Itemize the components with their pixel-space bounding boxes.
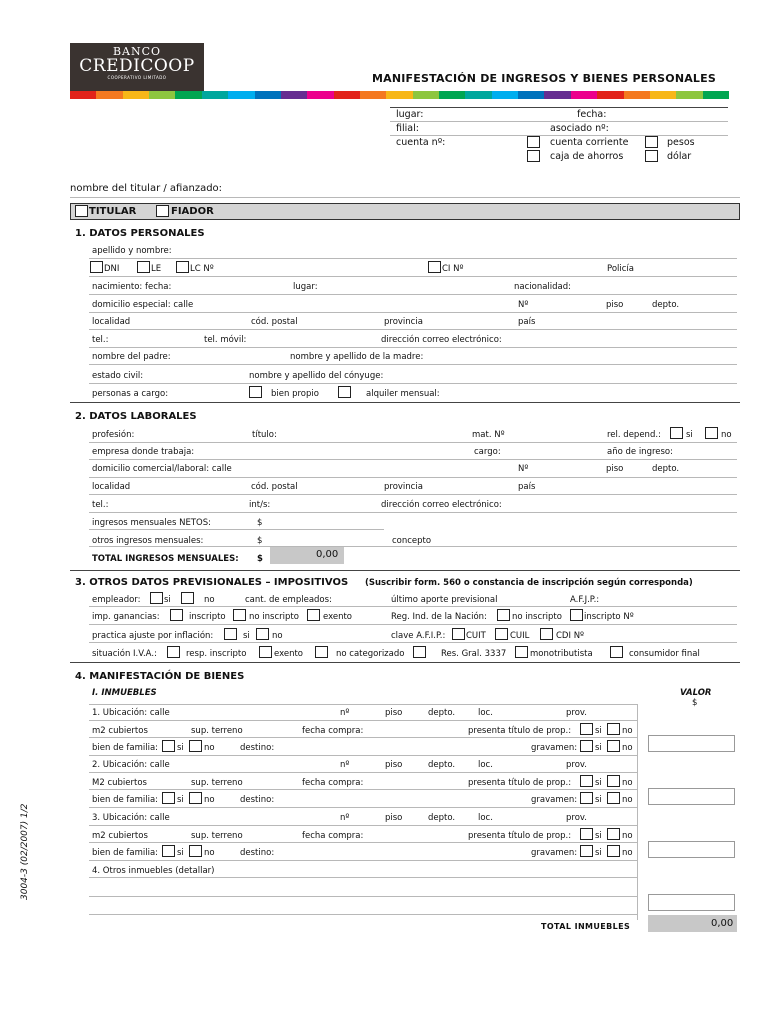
interno-label: int/s: <box>249 500 271 510</box>
cp-label: cód. postal <box>251 482 298 492</box>
gravamen-si-checkbox[interactable] <box>580 792 593 804</box>
depto-label: depto. <box>652 464 680 474</box>
stripe-segment <box>149 91 175 99</box>
divider <box>89 512 737 513</box>
divider <box>89 755 637 756</box>
prov-label: prov. <box>566 813 587 823</box>
valor-inmueble-3-input[interactable] <box>648 841 735 858</box>
fiador-label: FIADOR <box>171 206 214 217</box>
gravamen-label: gravamen: <box>531 795 578 805</box>
cant-empleados-label: cant. de empleados: <box>245 595 332 605</box>
bien-familia-label: bien de familia: <box>92 795 159 805</box>
iva-resp-label: resp. inscripto <box>186 649 247 659</box>
consumidor-final-label: consumidor final <box>629 649 700 659</box>
no-categorizado-label: no categorizado <box>336 649 405 659</box>
destino-label: destino: <box>240 795 275 805</box>
total-inmuebles-label: TOTAL INMUEBLES <box>541 922 631 931</box>
loc-label: loc. <box>478 760 493 770</box>
gravamen-si-checkbox[interactable] <box>580 845 593 857</box>
reg-ind-label: Reg. Ind. de la Nación: <box>391 612 487 622</box>
netos-currency: $ <box>257 518 263 528</box>
logo-line2: CREDICOOP <box>79 56 195 76</box>
cuil-checkbox[interactable] <box>495 628 508 640</box>
piso-label: piso <box>385 708 403 718</box>
gravamen-label: gravamen: <box>531 848 578 858</box>
titulo-si-label: si <box>595 831 602 841</box>
familia-no-checkbox[interactable] <box>189 792 202 804</box>
numero-label: Nº <box>518 300 529 310</box>
presenta-titulo-label: presenta título de prop.: <box>468 726 572 736</box>
valor-inmueble-2-input[interactable] <box>648 788 735 805</box>
fecha-compra-label: fecha compra: <box>302 726 364 736</box>
personas-cargo-label: personas a cargo: <box>92 389 169 399</box>
provincia-label: provincia <box>384 482 423 492</box>
empleador-label: empleador: <box>92 595 141 605</box>
gravamen-no-checkbox[interactable] <box>607 845 620 857</box>
section-2-title: 2. DATOS LABORALES <box>75 411 197 422</box>
apellido-label: apellido y nombre: <box>92 246 172 256</box>
profesion-label: profesión: <box>92 430 135 440</box>
stripe-segment <box>228 91 254 99</box>
caja-ahorros-checkbox[interactable] <box>527 150 540 162</box>
email-label: dirección correo electrónico: <box>381 500 502 510</box>
reg-no-inscripto-label: no inscripto <box>512 612 562 622</box>
stripe-segment <box>439 91 465 99</box>
familia-si-label: si <box>177 848 184 858</box>
sup-terreno-label: sup. terreno <box>191 726 243 736</box>
cargo-label: cargo: <box>474 447 501 457</box>
iva-exento-label: exento <box>274 649 303 659</box>
padre-label: nombre del padre: <box>92 352 171 362</box>
stripe-segment <box>175 91 201 99</box>
divider <box>89 329 737 330</box>
reg-no-inscripto-checkbox[interactable] <box>497 609 510 621</box>
stripe-segment <box>518 91 544 99</box>
presenta-titulo-label: presenta título de prop.: <box>468 778 572 788</box>
divider <box>89 642 737 643</box>
cuit-checkbox[interactable] <box>452 628 465 640</box>
ajuste-si-label: si <box>243 631 250 641</box>
divider <box>89 294 737 295</box>
stripe-segment <box>360 91 386 99</box>
pesos-checkbox[interactable] <box>645 136 658 148</box>
domicilio-label: domicilio especial: calle <box>92 300 194 310</box>
section-4-title: 4. MANIFESTACIÓN DE BIENES <box>75 671 245 682</box>
stripe-segment <box>70 91 96 99</box>
section-divider <box>70 570 740 571</box>
divider <box>89 312 737 313</box>
divider <box>89 737 637 738</box>
numero-label: nº <box>340 813 350 823</box>
cdi-label: CDI Nº <box>556 631 585 641</box>
divider <box>89 704 637 705</box>
dolar-checkbox[interactable] <box>645 150 658 162</box>
titular-label: TITULAR <box>89 206 137 217</box>
stripe-segment <box>413 91 439 99</box>
divider <box>89 789 637 790</box>
titular-name-label: nombre del titular / afianzado: <box>70 183 223 194</box>
loc-label: loc. <box>478 708 493 718</box>
reg-inscripto-checkbox[interactable] <box>570 609 583 621</box>
divider <box>89 807 637 808</box>
pais-label: país <box>518 317 536 327</box>
m2-cubiertos-label: M2 cubiertos <box>92 778 147 788</box>
anio-ingreso-label: año de ingreso: <box>607 447 673 457</box>
cuil-label: CUIL <box>510 631 530 641</box>
titulo-si-checkbox[interactable] <box>580 828 593 840</box>
divider <box>390 135 728 136</box>
estado-civil-label: estado civil: <box>92 371 144 381</box>
stripe-segment <box>202 91 228 99</box>
divider <box>89 914 637 915</box>
familia-si-label: si <box>177 743 184 753</box>
le-checkbox[interactable] <box>137 261 150 273</box>
familia-no-label: no <box>204 795 215 805</box>
titulo-no-checkbox[interactable] <box>607 828 620 840</box>
gravamen-no-checkbox[interactable] <box>607 792 620 804</box>
depto-label: depto. <box>652 300 680 310</box>
loc-label: loc. <box>478 813 493 823</box>
total-ingresos-value: 0,00 <box>316 549 339 560</box>
cdi-checkbox[interactable] <box>540 628 553 640</box>
gravamen-si-label: si <box>595 743 602 753</box>
valor-header: VALOR <box>680 688 712 698</box>
provincia-label: provincia <box>384 317 423 327</box>
nacionalidad-label: nacionalidad: <box>514 282 572 292</box>
clave-afip-label: clave A.F.I.P.: <box>391 631 446 641</box>
gravamen-si-label: si <box>595 795 602 805</box>
otros-inmuebles-label: 4. Otros inmuebles (detallar) <box>92 866 215 876</box>
rel-si-label: si <box>686 430 693 440</box>
domicilio-laboral-label: domicilio comercial/laboral: calle <box>92 464 232 474</box>
policia-label: Policía <box>607 264 634 274</box>
otros-currency: $ <box>257 536 263 546</box>
total-inmuebles-value: 0,00 <box>711 918 734 929</box>
fecha-compra-label: fecha compra: <box>302 831 364 841</box>
divider <box>89 860 637 861</box>
divider <box>89 896 637 897</box>
ajuste-no-checkbox[interactable] <box>256 628 269 640</box>
dni-label: DNI <box>104 264 120 274</box>
alquiler-checkbox[interactable] <box>338 386 351 398</box>
total-ingresos-label: TOTAL INGRESOS MENSUALES: <box>92 554 239 564</box>
matricula-label: mat. Nº <box>472 430 505 440</box>
divider <box>89 442 737 443</box>
divider <box>89 529 384 530</box>
monotributista-label: monotributista <box>530 649 593 659</box>
bien-propio-label: bien propio <box>271 389 319 399</box>
otros-ingresos-label: otros ingresos mensuales: <box>92 536 204 546</box>
ganancias-no-inscripto-label: no inscripto <box>249 612 299 622</box>
logo-line3: COOPERATIVO LIMITADO <box>107 74 167 80</box>
numero-label: Nº <box>518 464 529 474</box>
divider <box>89 494 737 495</box>
depto-label: depto. <box>428 708 456 718</box>
m2-cubiertos-label: m2 cubiertos <box>92 831 148 841</box>
email-label: dirección correo electrónico: <box>381 335 502 345</box>
divider <box>89 276 737 277</box>
stripe-segment <box>676 91 702 99</box>
logo-line1: BANCO <box>112 45 162 58</box>
gravamen-si-checkbox[interactable] <box>580 740 593 752</box>
fecha-label: fecha: <box>577 109 607 120</box>
stripe-segment <box>492 91 518 99</box>
nacimiento-label: nacimiento: fecha: <box>92 282 172 292</box>
cuenta-label: cuenta nº: <box>396 137 446 148</box>
le-label: LE <box>151 264 162 274</box>
stripe-segment <box>624 91 650 99</box>
imp-ganancias-label: imp. ganancias: <box>92 612 160 622</box>
valor-currency: $ <box>692 698 698 708</box>
piso-label: piso <box>606 300 624 310</box>
stripe-segment <box>307 91 333 99</box>
stripe-segment <box>281 91 307 99</box>
titulo-label: título: <box>252 430 277 440</box>
bien-familia-label: bien de familia: <box>92 848 159 858</box>
stripe-segment <box>650 91 676 99</box>
titulo-no-label: no <box>622 726 633 736</box>
titulo-si-label: si <box>595 726 602 736</box>
stripe-segment <box>465 91 491 99</box>
depto-label: depto. <box>428 760 456 770</box>
section-divider <box>70 402 740 403</box>
empleador-si-checkbox[interactable] <box>150 592 163 604</box>
stripe-segment <box>703 91 729 99</box>
rel-depend-label: rel. depend.: <box>607 430 661 440</box>
localidad-label: localidad <box>92 317 131 327</box>
rel-no-label: no <box>721 430 732 440</box>
stripe-segment <box>597 91 623 99</box>
lc-checkbox[interactable] <box>176 261 189 273</box>
m2-cubiertos-label: m2 cubiertos <box>92 726 148 736</box>
lc-label: LC Nº <box>190 264 214 274</box>
iva-label: situación I.V.A.: <box>92 649 157 659</box>
familia-no-checkbox[interactable] <box>189 845 202 857</box>
lugar-label: lugar: <box>396 109 424 120</box>
pais-label: país <box>518 482 536 492</box>
bien-propio-checkbox[interactable] <box>249 386 262 398</box>
divider <box>89 825 637 826</box>
divider <box>89 258 737 259</box>
conyuge-label: nombre y apellido del cónyuge: <box>249 371 384 381</box>
filial-label: filial: <box>396 123 419 134</box>
ingresos-netos-label: ingresos mensuales NETOS: <box>92 518 211 528</box>
familia-no-label: no <box>204 848 215 858</box>
gravamen-no-label: no <box>622 848 633 858</box>
res-gral-label: Res. Gral. 3337 <box>441 649 507 659</box>
destino-label: destino: <box>240 848 275 858</box>
stripe-segment <box>96 91 122 99</box>
dolar-label: dólar <box>667 151 692 162</box>
prov-label: prov. <box>566 760 587 770</box>
ajuste-no-label: no <box>272 631 283 641</box>
form-code: 3004-3 (02/2007) 1/2 <box>20 803 30 900</box>
piso-label: piso <box>385 760 403 770</box>
familia-no-checkbox[interactable] <box>189 740 202 752</box>
titulo-no-checkbox[interactable] <box>607 775 620 787</box>
cuenta-corriente-label: cuenta corriente <box>550 137 629 148</box>
divider <box>89 383 737 384</box>
inmuebles-subtitle: I. INMUEBLES <box>92 688 157 698</box>
bien-familia-label: bien de familia: <box>92 743 159 753</box>
caja-ahorros-label: caja de ahorros <box>550 151 624 162</box>
gravamen-no-label: no <box>622 795 633 805</box>
divider <box>89 772 637 773</box>
divider <box>89 624 737 625</box>
res-gral-checkbox[interactable] <box>413 646 426 658</box>
stripe-segment <box>544 91 570 99</box>
gravamen-no-checkbox[interactable] <box>607 740 620 752</box>
stripe-segment <box>334 91 360 99</box>
empleador-no-label: no <box>204 595 215 605</box>
ganancias-exento-checkbox[interactable] <box>307 609 320 621</box>
ganancias-no-inscripto-checkbox[interactable] <box>233 609 246 621</box>
cp-label: cód. postal <box>251 317 298 327</box>
tel-label: tel.: <box>92 500 109 510</box>
divider <box>89 877 637 878</box>
column-divider <box>637 704 638 920</box>
divider <box>70 197 740 198</box>
titulo-no-checkbox[interactable] <box>607 723 620 735</box>
ci-label: CI Nº <box>442 264 464 274</box>
alquiler-label: alquiler mensual: <box>366 389 440 399</box>
monotributista-checkbox[interactable] <box>515 646 528 658</box>
divider <box>89 546 737 547</box>
ganancias-inscripto-checkbox[interactable] <box>170 609 183 621</box>
cuenta-corriente-checkbox[interactable] <box>527 136 540 148</box>
fecha-compra-label: fecha compra: <box>302 778 364 788</box>
lugar-nac-label: lugar: <box>293 282 318 292</box>
fiador-checkbox[interactable] <box>156 205 169 217</box>
no-categorizado-checkbox[interactable] <box>315 646 328 658</box>
divider <box>89 606 737 607</box>
reg-inscripto-label: inscripto Nº <box>584 612 634 622</box>
iva-exento-checkbox[interactable] <box>259 646 272 658</box>
concepto-label: concepto <box>392 536 432 546</box>
section-3-subtitle: (Suscribir form. 560 o constancia de inscripción según corresponda) <box>365 578 693 588</box>
divider <box>89 347 737 348</box>
bank-logo <box>70 43 204 91</box>
tel-label: tel.: <box>92 335 109 345</box>
divider <box>89 842 637 843</box>
sup-terreno-label: sup. terreno <box>191 778 243 788</box>
cuit-label: CUIT <box>466 631 486 641</box>
piso-label: piso <box>385 813 403 823</box>
titulo-no-label: no <box>622 778 633 788</box>
gravamen-no-label: no <box>622 743 633 753</box>
titular-checkbox[interactable] <box>75 205 88 217</box>
stripe-segment <box>123 91 149 99</box>
gravamen-si-label: si <box>595 848 602 858</box>
ajuste-si-checkbox[interactable] <box>224 628 237 640</box>
divider <box>89 477 737 478</box>
ganancias-inscripto-label: inscripto <box>189 612 226 622</box>
valor-otros-input[interactable] <box>648 894 735 911</box>
depto-label: depto. <box>428 813 456 823</box>
stripe-segment <box>571 91 597 99</box>
numero-label: nº <box>340 708 350 718</box>
section-1-title: 1. DATOS PERSONALES <box>75 228 205 239</box>
familia-si-checkbox[interactable] <box>162 740 175 752</box>
empresa-label: empresa donde trabaja: <box>92 447 195 457</box>
titulo-si-checkbox[interactable] <box>580 723 593 735</box>
ganancias-exento-label: exento <box>323 612 352 622</box>
gravamen-label: gravamen: <box>531 743 578 753</box>
stripe-segment <box>255 91 281 99</box>
localidad-label: localidad <box>92 482 131 492</box>
prov-label: prov. <box>566 708 587 718</box>
titulo-no-label: no <box>622 831 633 841</box>
section-divider <box>70 662 740 663</box>
section-3-title: 3. OTROS DATOS PREVISIONALES – IMPOSITIVOS <box>75 577 349 588</box>
afjp-label: A.F.J.P.: <box>570 595 600 605</box>
titulo-si-label: si <box>595 778 602 788</box>
madre-label: nombre y apellido de la madre: <box>290 352 424 362</box>
ajuste-label: practica ajuste por inflación: <box>92 631 214 641</box>
ci-checkbox[interactable] <box>428 261 441 273</box>
tel-movil-label: tel. móvil: <box>204 335 247 345</box>
iva-resp-checkbox[interactable] <box>167 646 180 658</box>
familia-si-label: si <box>177 795 184 805</box>
presenta-titulo-label: presenta título de prop.: <box>468 831 572 841</box>
consumidor-final-checkbox[interactable] <box>610 646 623 658</box>
empleador-si-label: si <box>164 595 171 605</box>
dni-checkbox[interactable] <box>90 261 103 273</box>
sup-terreno-label: sup. terreno <box>191 831 243 841</box>
divider <box>390 107 728 108</box>
ultimo-aporte-label: último aporte previsional <box>391 595 498 605</box>
asociado-label: asociado nº: <box>550 123 609 134</box>
form-title: MANIFESTACIÓN DE INGRESOS Y BIENES PERSONALES <box>372 72 716 85</box>
rel-no-checkbox[interactable] <box>705 427 718 439</box>
ubicacion-1-label: 1. Ubicación: calle <box>92 708 170 718</box>
color-stripe <box>70 91 729 99</box>
divider <box>89 364 737 365</box>
piso-label: piso <box>606 464 624 474</box>
divider <box>89 459 737 460</box>
divider <box>390 121 728 122</box>
numero-label: nº <box>340 760 350 770</box>
titulo-si-checkbox[interactable] <box>580 775 593 787</box>
ubicacion-3-label: 3. Ubicación: calle <box>92 813 170 823</box>
valor-inmueble-1-input[interactable] <box>648 735 735 752</box>
pesos-label: pesos <box>667 137 695 148</box>
stripe-segment <box>386 91 412 99</box>
destino-label: destino: <box>240 743 275 753</box>
familia-si-checkbox[interactable] <box>162 845 175 857</box>
empleador-no-checkbox[interactable] <box>181 592 194 604</box>
rel-si-checkbox[interactable] <box>670 427 683 439</box>
ubicacion-2-label: 2. Ubicación: calle <box>92 760 170 770</box>
divider <box>89 720 637 721</box>
total-currency: $ <box>257 554 263 564</box>
familia-si-checkbox[interactable] <box>162 792 175 804</box>
familia-no-label: no <box>204 743 215 753</box>
